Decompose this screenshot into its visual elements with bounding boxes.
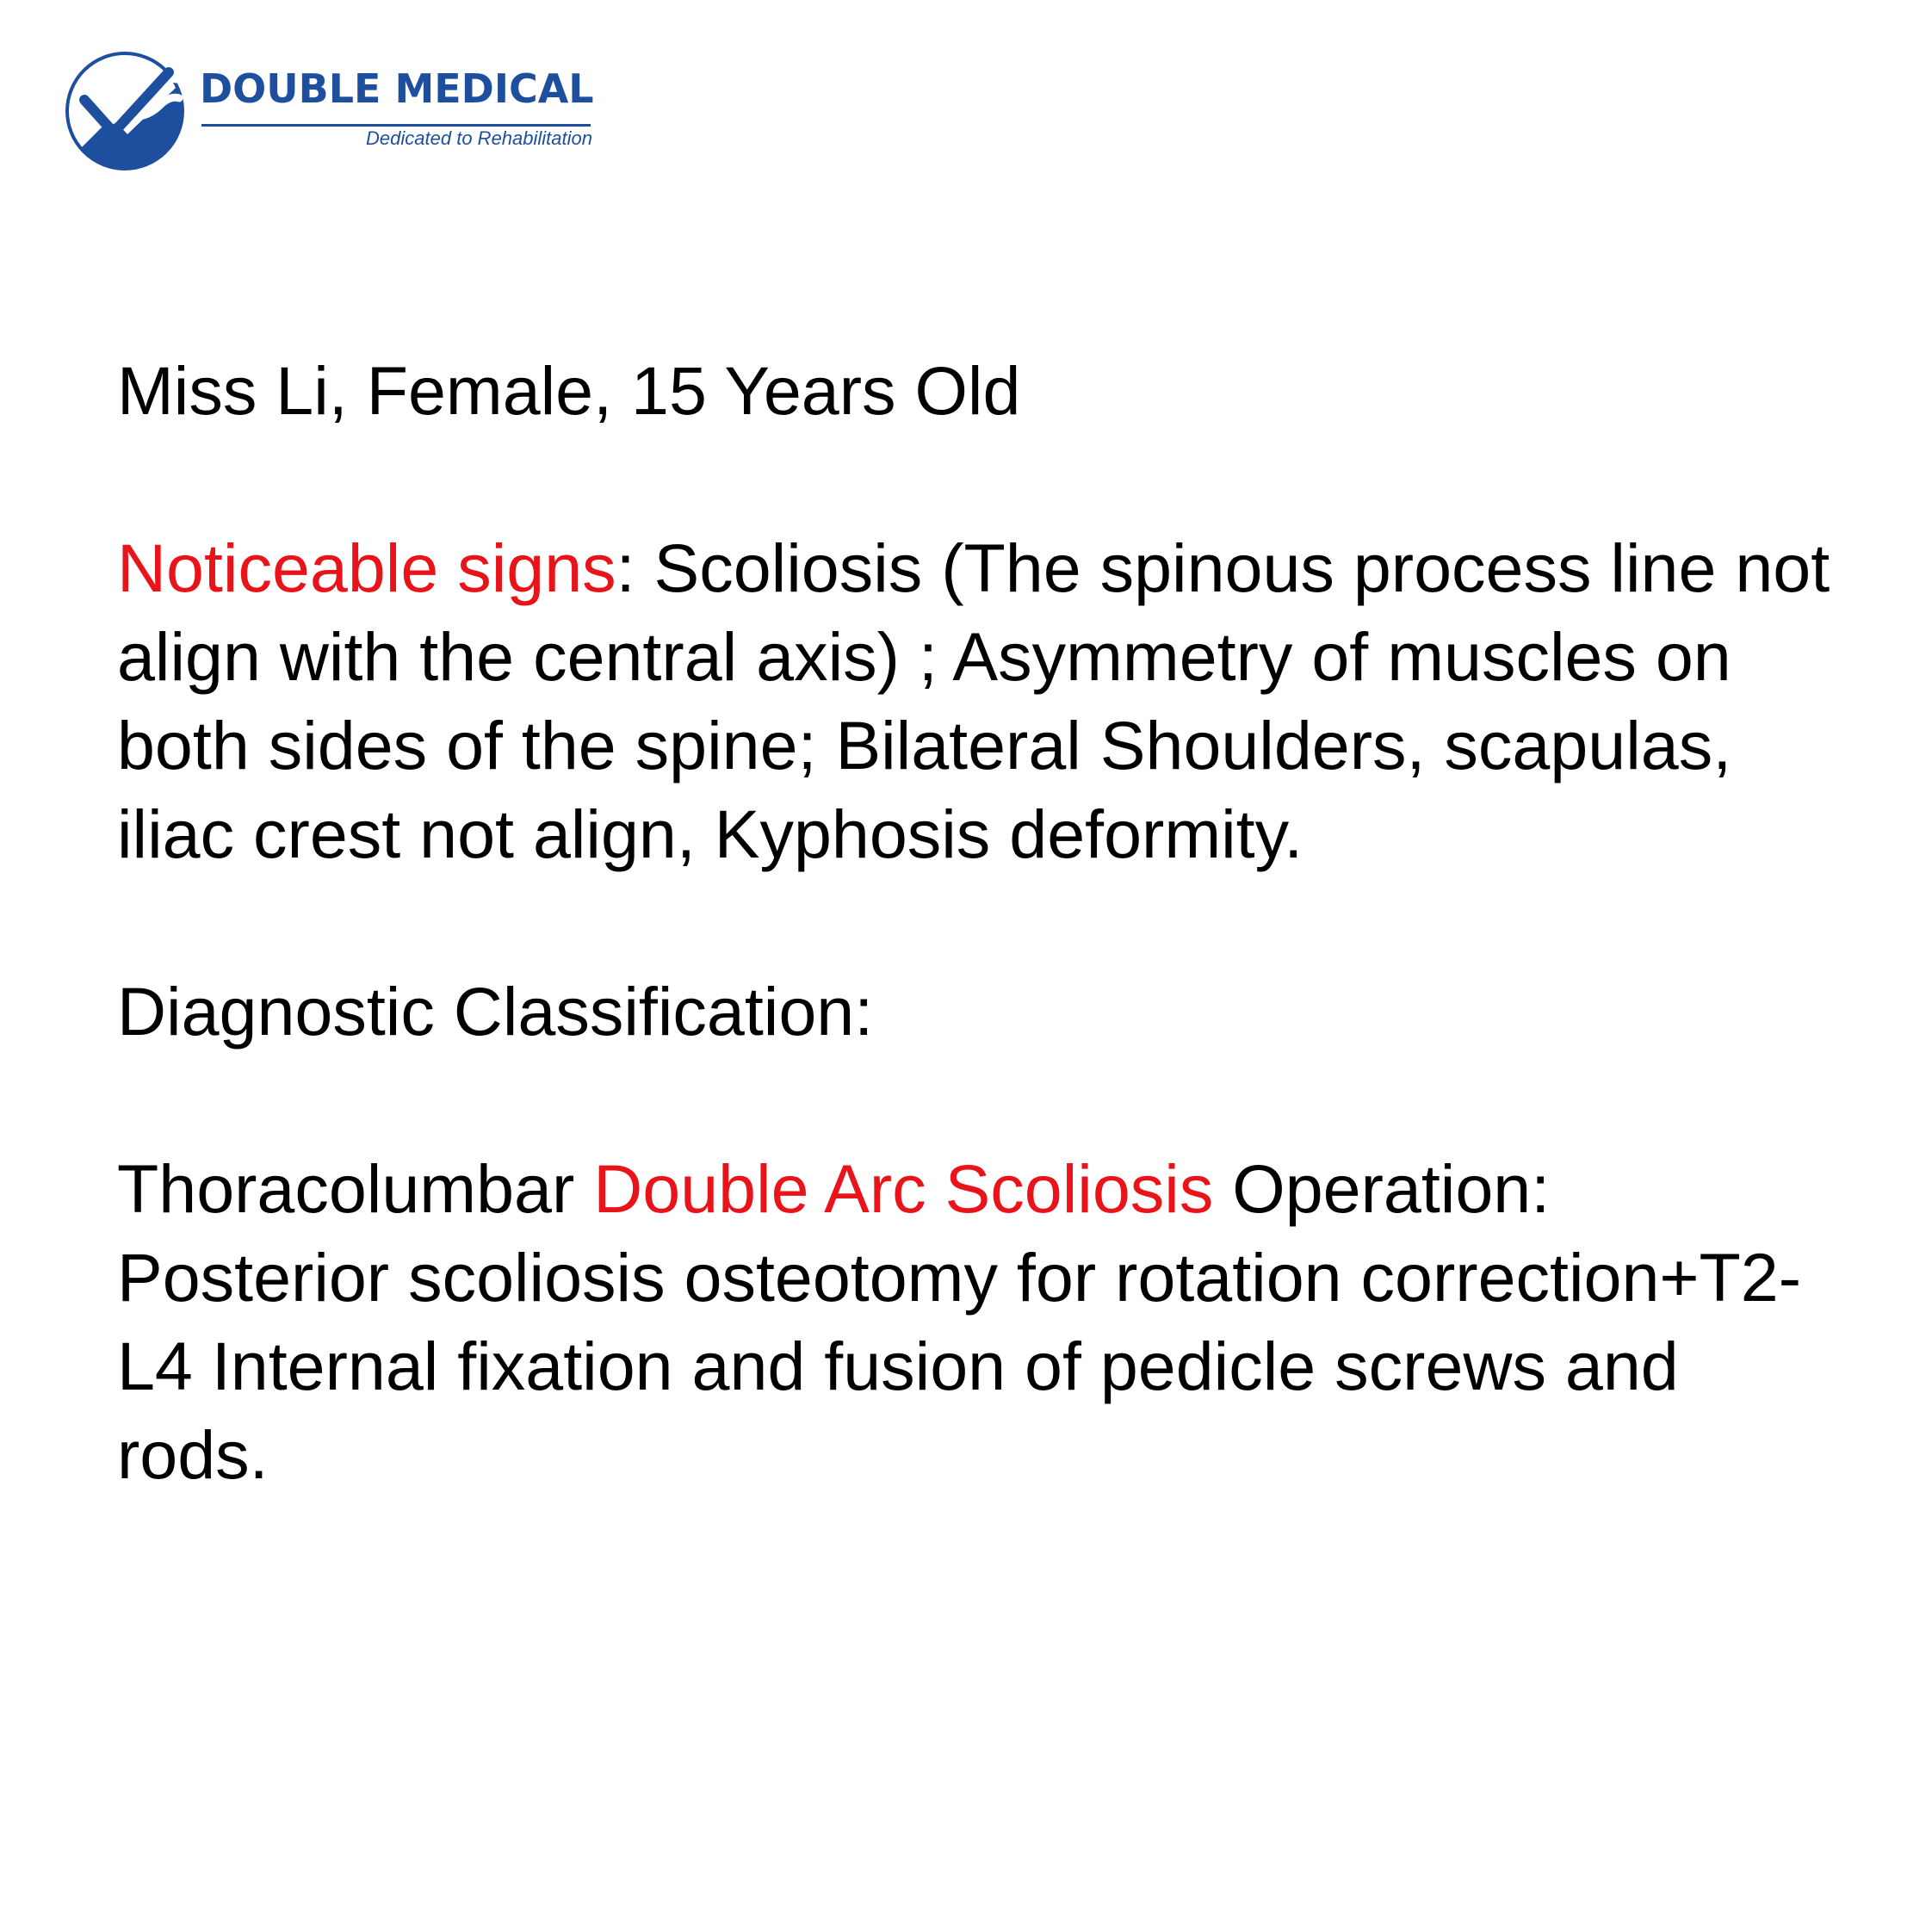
brand-divider [201,124,591,127]
operation-highlight: Double Arc Scoliosis [593,1150,1214,1227]
brand-tagline: Dedicated to Rehabilitation [366,127,592,149]
spacer [117,878,1839,967]
patient-heading: Miss Li, Female, 15 Years Old [117,352,1021,429]
case-description [117,346,1839,1499]
signs-paragraph [117,523,1839,878]
spacer [117,1056,1839,1144]
operation-paragraph [117,1144,1839,1499]
operation-prefix: Thoracolumbar [117,1150,594,1227]
brand-logo [64,50,598,172]
operation-text: Operation: Posterior scoliosis osteotomy for rotation correction+T2-L4 Internal fixation and fusion of pedicle screws and rods. [117,1150,1802,1493]
spacer [117,435,1839,523]
brand-name: DOUBLE MEDICAL [200,65,594,112]
double-medical-logo-icon [64,50,186,172]
signs-text: : Scoliosis (The spinous process line not align with the central axis) ; Asymmetry of muscles on both sides of the spine; Bilateral Shoulders, scapulas, iliac crest not align, Kyphosis deformity. [117,529,1830,872]
diagnosis-heading: Diagnostic Classification: [117,973,874,1050]
signs-label: Noticeable signs [117,529,616,606]
